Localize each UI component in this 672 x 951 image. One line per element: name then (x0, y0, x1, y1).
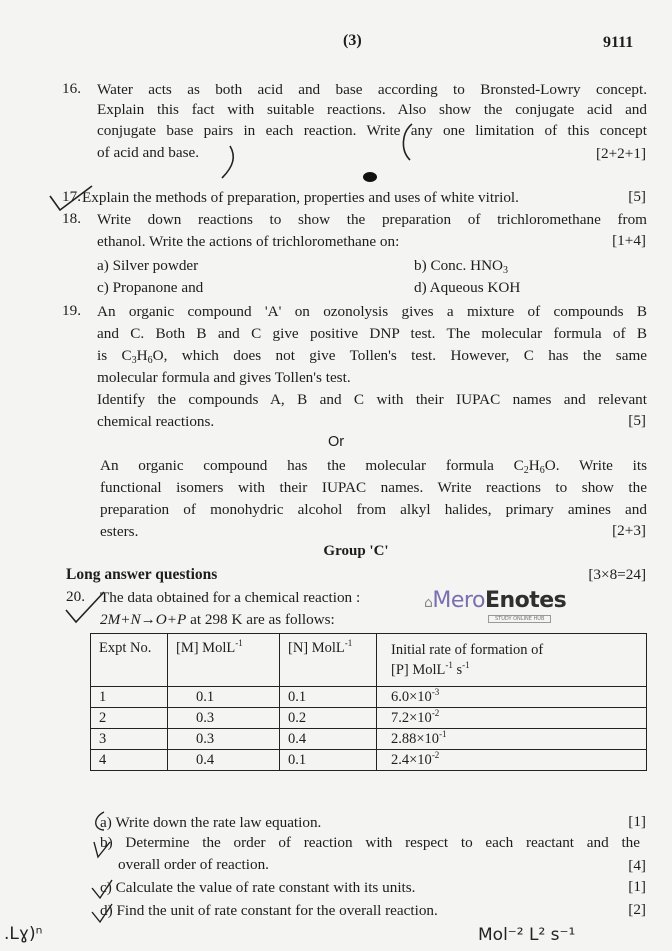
text: is C (97, 347, 132, 364)
question-number: 17. (62, 188, 81, 205)
or-label: Or (327, 434, 345, 450)
section-marks: [3×8=24] (588, 566, 646, 583)
question-number: 20. (66, 588, 85, 605)
question-text-line: Explain this fact with suitable reactions. Also show the conjugate acid and (97, 101, 647, 118)
handwritten-unit-note: Mol⁻² L² s⁻¹ (478, 925, 576, 945)
question-text-line: functional isomers with their IUPAC names. Write reactions to show the (100, 479, 647, 496)
group-title: Group 'C' (323, 543, 389, 559)
subscript: 2 (523, 465, 529, 476)
superscript: -1 (462, 660, 470, 670)
reaction-equation: 2M+N→O+P (100, 611, 187, 628)
question-text-line: Write down reactions to show the preparation of trichloromethane from (97, 211, 647, 228)
question-text-line: An organic compound 'A' on ozonolysis gives a mixture of compounds B (97, 303, 647, 320)
marks-label: [5] (628, 188, 646, 205)
question-number: 18. (62, 210, 81, 227)
question-text-line: conjugate base pairs in each reaction. Write any one limitation of this concept (97, 122, 647, 139)
question-number: 16. (62, 80, 81, 97)
header-text: Expt No. (99, 640, 152, 656)
rate-exponent: -2 (431, 750, 440, 760)
header-text: [P] MolL (391, 662, 446, 678)
header-text: [M] MolL (176, 640, 236, 656)
cell-n: 0.1 (280, 750, 377, 771)
subscript: 3 (131, 355, 137, 366)
question-text-line: The data obtained for a chemical reaction : (100, 589, 361, 606)
cell-m: 0.4 (168, 750, 280, 771)
header-text: Initial rate of formation of (391, 642, 544, 658)
question-text: Explain the methods of preparation, properties and uses of white vitriol. (82, 189, 519, 206)
cell-expt: 4 (91, 750, 168, 771)
header-text: [N] MolL (288, 640, 345, 656)
page-number: (3) (343, 32, 362, 49)
rate-exponent: -3 (431, 687, 440, 697)
marks-label: [2+2+1] (595, 145, 646, 162)
question-text-line: Identify the compounds A, B and C with their IUPAC names and relevant (97, 391, 647, 408)
rate-base: 7.2×10 (391, 710, 432, 726)
superscript: -1 (235, 638, 243, 648)
sub-question-d: d) Find the unit of rate constant for the overall reaction. (100, 902, 438, 919)
text: An organic compound has the molecular formula C (100, 457, 524, 474)
subscript: 6 (147, 355, 153, 366)
cell-m: 0.3 (168, 729, 280, 750)
text: H (528, 457, 540, 474)
handwritten-margin-note: .Lɣ)ⁿ (4, 924, 43, 944)
cell-expt: 2 (91, 708, 168, 729)
bracket-mark (403, 124, 412, 160)
check-mark (50, 186, 92, 210)
question-text-line: Water acts as both acid and base according to Bronsted-Lowry concept. (97, 81, 647, 98)
cell-n: 0.1 (280, 687, 377, 708)
question-text-line: molecular formula and gives Tollen's test. (97, 369, 351, 386)
book-icon: ⌂ (424, 595, 433, 611)
cell-expt: 3 (91, 729, 168, 750)
sub-question-c: c) Calculate the value of rate constant with its units. (100, 879, 416, 896)
sub-question-b-cont: overall order of reaction. (118, 856, 269, 873)
option-a: a) Silver powder (97, 257, 199, 274)
section-subtitle: Long answer questions (66, 566, 218, 583)
rate-base: 2.4×10 (391, 752, 432, 768)
question-number: 19. (62, 302, 81, 319)
question-text-line: esters. (100, 523, 139, 540)
bracket-mark (222, 146, 233, 178)
paper-code: 9111 (603, 34, 634, 51)
sub-question-b: b) Determine the order of reaction with respect to each reactant and the (100, 834, 640, 851)
marks-label: [1] (628, 813, 646, 830)
header-text: s (452, 662, 463, 678)
option-b-text: b) Conc. HNO (414, 257, 504, 274)
rate-base: 2.88×10 (391, 731, 440, 747)
text: H (136, 347, 148, 364)
superscript: -1 (445, 660, 453, 670)
option-d: d) Aqueous KOH (414, 279, 521, 296)
question-text-line: and C. Both B and C give positive DNP test. The molecular formula of B (97, 325, 647, 342)
text: O, which does not give Tollen's test. However, C has the same (152, 347, 647, 364)
marks-label: [4] (628, 857, 646, 874)
logo-text-mero: Mero (432, 588, 485, 613)
logo-tagline: STUDY ONLINE HUB (488, 615, 551, 623)
marks-label: [1+4] (612, 232, 646, 249)
rate-base: 6.0×10 (391, 689, 432, 705)
marks-label: [2] (628, 901, 646, 918)
text: at 298 K are as follows: (186, 611, 335, 628)
ink-blot (363, 172, 377, 182)
check-mark (92, 904, 112, 922)
text: O. Write its (544, 457, 647, 474)
logo-text-enotes: Enotes (484, 588, 567, 613)
rate-exponent: -2 (431, 708, 440, 718)
question-text-line: ethanol. Write the actions of trichloromethane on: (97, 233, 400, 250)
sub-question-a: a) Write down the rate law equation. (100, 814, 322, 831)
marks-label: [2+3] (612, 522, 646, 539)
cell-m: 0.3 (168, 708, 280, 729)
check-mark (92, 880, 112, 898)
subscript: 3 (503, 265, 509, 276)
cell-expt: 1 (91, 687, 168, 708)
cell-n: 0.4 (280, 729, 377, 750)
question-text-line: preparation of monohydric alcohol from alkyl halides, primary amines and (100, 501, 647, 518)
marks-label: [1] (628, 878, 646, 895)
superscript: -1 (344, 638, 353, 648)
marks-label: [5] (628, 412, 646, 429)
option-c: c) Propanone and (97, 279, 204, 296)
subscript: 6 (539, 465, 545, 476)
question-text-line: chemical reactions. (97, 413, 215, 430)
circle-mark (96, 812, 104, 830)
cell-n: 0.2 (280, 708, 377, 729)
check-mark (94, 842, 110, 857)
rate-exponent: -1 (439, 729, 447, 739)
cell-m: 0.1 (168, 687, 280, 708)
check-mark (66, 592, 104, 622)
question-text-line: of acid and base. (97, 144, 200, 161)
